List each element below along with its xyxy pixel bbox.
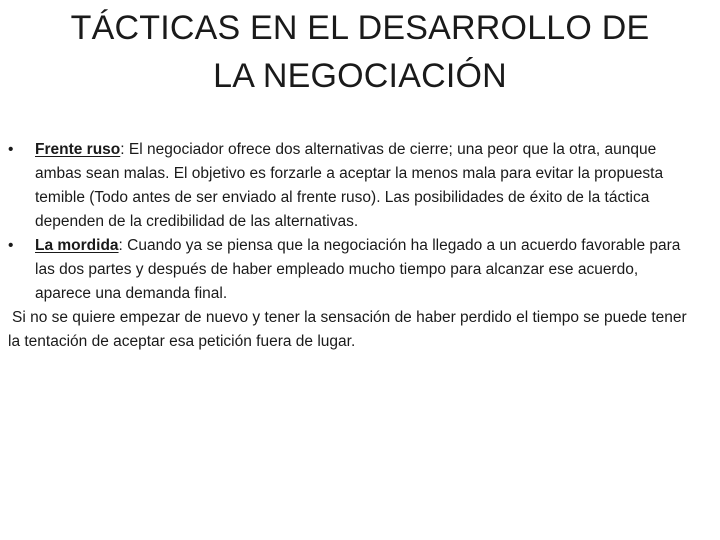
bullet-term: La mordida	[35, 237, 119, 254]
bullet-item-frente-ruso	[8, 138, 688, 234]
bullet-term: Frente ruso	[35, 141, 121, 158]
bullet-text	[35, 138, 688, 234]
bullet-description: : El negociador ofrece dos alternativas de cierre; una peor que la otra, aunque ambas sean malas. El objetivo es forzarle a aceptar la menos mala para evitar la propuesta temible (Todo antes de ser enviado al frente ruso). Las posibilidades de éxito de la táctica dependen de la credibilidad de las alternativas.	[35, 141, 664, 230]
title-line-2: LA NEGOCIACIÓN	[213, 57, 507, 95]
bullet-item-la-mordida	[8, 234, 688, 306]
slide-title	[20, 4, 700, 100]
closing-paragraph: Si no se quiere empezar de nuevo y tener la sensación de haber perdido el tiempo se puede tener la tentación de aceptar esa petición fuera de lugar.	[8, 309, 687, 350]
title-line-1: TÁCTICAS EN EL DESARROLLO DE	[70, 9, 650, 47]
slide-body	[8, 138, 688, 354]
bullet-marker: •	[8, 237, 14, 254]
bullet-description: : Cuando ya se piensa que la negociación ha llegado a un acuerdo favorable para las dos partes y después de haber empleado mucho tiempo para alcanzar ese acuerdo, aparece una demanda final.	[35, 237, 681, 302]
bullet-marker: •	[8, 141, 14, 158]
bullet-text	[35, 234, 688, 306]
